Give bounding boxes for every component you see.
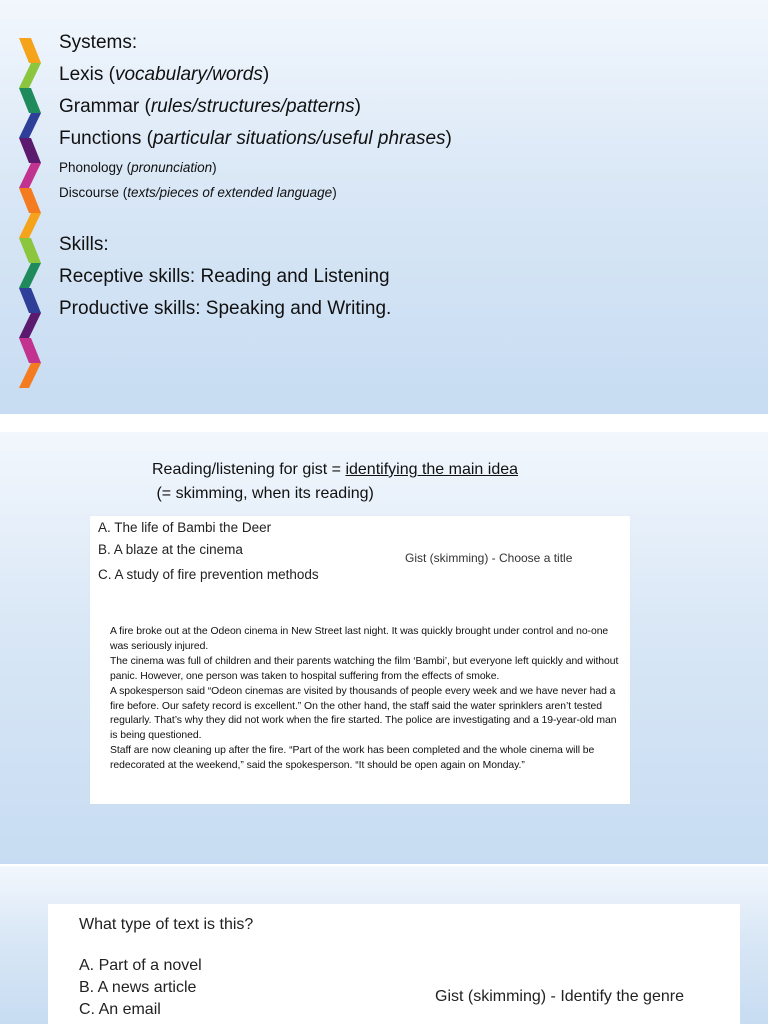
skill-receptive: Receptive skills: Reading and Listening [59, 266, 390, 287]
slide-systems-skills [0, 0, 768, 414]
article-paragraph: A spokesperson said “Odeon cinemas are visited by thousands of people every week and we have never had a fire before. Our safety record is excellent.” On the other hand, the staff said the water sprinklers aren’t tested regularly. That’s why they did not work when the fire started. The police are investigating and a 19-year-old man is being questioned. [110, 685, 617, 742]
system-discourse: Discourse (texts/pieces of extended language) [59, 185, 337, 200]
genre-card [48, 904, 740, 1024]
system-lexis: Lexis (vocabulary/words) [59, 64, 270, 85]
ribbon-chevron-segment [19, 38, 41, 63]
title-choice-card [90, 516, 630, 804]
title-option-b: B. A blaze at the cinema [98, 542, 243, 557]
article-paragraph: The cinema was full of children and their parents watching the film ‘Bambi’, but everyone left quickly and without panic. However, one person was taken to hospital suffering from the effects of smoke. [110, 655, 619, 682]
genre-question: What type of text is this? [79, 916, 254, 933]
skills-heading: Skills: [59, 234, 109, 255]
title-option-c: C. A study of fire prevention methods [98, 567, 319, 582]
genre-option-a: A. Part of a novel [79, 957, 202, 974]
system-phonology: Phonology (pronunciation) [59, 160, 217, 175]
skill-productive: Productive skills: Speaking and Writing. [59, 298, 392, 319]
systems-skills-text [59, 27, 739, 325]
ribbon-chevron-segment [19, 88, 41, 113]
system-functions: Functions (particular situations/useful phrases) [59, 128, 452, 149]
systems-heading: Systems: [59, 32, 138, 53]
genre-option-b: B. A news article [79, 979, 197, 996]
news-article-text [110, 625, 622, 774]
genre-task-label: Gist (skimming) - Identify the genre [435, 988, 684, 1005]
title-option-a: A. The life of Bambi the Deer [98, 520, 272, 535]
article-paragraph: Staff are now cleaning up after the fire. “Part of the work has been completed and the whole cinema will be redecorated at the weekend,” said the spokesperson. “It should be open again on Monday.” [110, 745, 595, 772]
ribbon-chevron-segment [19, 363, 41, 388]
ribbon-chevron-segment [19, 238, 41, 263]
gist-task-label: Gist (skimming) - Choose a title [405, 551, 573, 565]
ribbon-chevron-segment [19, 338, 41, 363]
ribbon-chevron-segment [19, 263, 41, 288]
ribbon-chevron-segment [19, 138, 41, 163]
ribbon-chevron-segment [19, 288, 41, 313]
ribbon-chevron-segment [19, 163, 41, 188]
ribbon-chevron-segment [19, 63, 41, 88]
gist-heading: Reading/listening for gist = identifying the main idea (= skimming, when its reading) [152, 461, 519, 502]
slide-genre [0, 866, 768, 1024]
ribbon-chevron-segment [19, 313, 41, 338]
genre-option-c: C. An email [79, 1001, 161, 1018]
system-grammar: Grammar (rules/structures/patterns) [59, 96, 361, 117]
ribbon-chevron-segment [19, 188, 41, 213]
chevron-ribbon-decoration [15, 38, 45, 388]
ribbon-chevron-segment [19, 213, 41, 238]
article-paragraph: A fire broke out at the Odeon cinema in New Street last night. It was quickly brought under control and no-one was seriously injured. [110, 626, 609, 652]
ribbon-chevron-segment [19, 113, 41, 138]
slide-reading-gist [0, 432, 768, 864]
